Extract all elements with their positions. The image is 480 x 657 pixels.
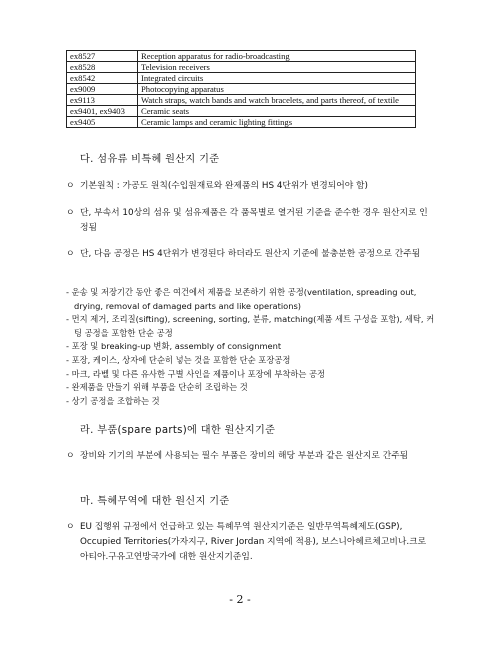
list-item: - 상기 공정을 조합하는 것 (66, 395, 160, 406)
hs-code-cell: ex9009 (67, 84, 138, 95)
description-cell: Integrated circuits (138, 73, 416, 84)
list-item: - 마크, 라벨 및 다른 유사한 구별 사인을 제품이나 포장에 부착하는 공정 (66, 368, 326, 379)
section-c-paragraph-1 (66, 179, 434, 194)
bullet-mark: ㅇ (66, 181, 75, 191)
list-item: - 포장, 케이스, 상자에 단순히 넣는 것을 포함한 단순 포장공정 (66, 354, 291, 365)
paragraph-text: 기본원칙 : 가공도 원칙(수입원재료와 완제품의 HS 4단위가 변경되어야 함) (80, 181, 368, 191)
bullet-mark: ㅇ (66, 208, 75, 218)
list-item: - 운송 및 저장기간 동안 좋은 여건에서 제품을 보존하기 위한 공정(ventilation, spreading out, drying, removal of damaged parts and like operations) (66, 287, 417, 311)
table-row (67, 73, 416, 84)
section-e-heading: 마. 특혜무역에 대한 원신지 기준 (80, 496, 230, 507)
description-cell: Reception apparatus for radio-broadcasting (138, 51, 416, 62)
hs-code-cell: ex8542 (67, 73, 138, 84)
list-item: - 포장 및 breaking-up 변화, assembly of consignment (66, 341, 282, 352)
table-row (67, 62, 416, 73)
paragraph-text: 장비와 기기의 부분에 사용되는 필수 부품은 장비의 해당 부분과 같은 원산지로 간주됨 (80, 451, 409, 461)
hs-code-table (66, 50, 416, 128)
bullet-mark: ㅇ (66, 522, 75, 532)
list-item: - 완제품을 만들기 위해 부품을 단순히 조립하는 것 (66, 382, 248, 393)
section-c-paragraph-3 (66, 247, 434, 262)
description-cell: Watch straps, watch bands and watch bracelets, and parts thereof, of textile (138, 95, 416, 106)
table-row (67, 95, 416, 106)
table-row (67, 84, 416, 95)
section-c-heading: 다. 섬유류 비특혜 원산지 기준 (80, 154, 220, 165)
description-cell: Television receivers (138, 62, 416, 73)
section-d-paragraph-1 (66, 449, 434, 464)
description-cell: Ceramic seats (138, 106, 416, 117)
list-item: - 먼지 제거, 조리질(sifting), screening, sorting, 분류, matching(제품 세트 구성을 포함), 세탁, 커팅 공정을 포함한 단순 공정 (66, 314, 435, 338)
paragraph-text: 단, 부속서 10상의 섬유 및 섬유제품은 각 품목별로 열거된 기준을 준수한 경우 원산지로 인정됨 (80, 208, 428, 233)
description-cell: Ceramic lamps and ceramic lighting fittings (138, 117, 416, 128)
hs-code-cell: ex9401, ex9403 (67, 106, 138, 117)
section-d-heading: 라. 부품(spare parts)에 대한 원산지기준 (80, 425, 276, 436)
table-row (67, 106, 416, 117)
table-row (67, 117, 416, 128)
description-cell: Photocopying apparatus (138, 84, 416, 95)
section-e-paragraph-1 (66, 520, 434, 565)
section-c-paragraph-2 (66, 206, 434, 236)
table-row (67, 51, 416, 62)
hs-code-cell: ex9113 (67, 95, 138, 106)
paragraph-text: EU 집행위 규정에서 언급하고 있는 특혜무역 원산지기준은 일반무역특혜제도(GSP), Occupied Territories(가자지구, River Jordan 지역에 적용), 보스니아헤르체고비나.크로아티아.구유고연방국가에 대한 원산지기준임. (80, 522, 427, 562)
hs-code-cell: ex8527 (67, 51, 138, 62)
bullet-mark: ㅇ (66, 451, 75, 461)
page-number: - 2 - (229, 593, 251, 606)
non-qualifying-operations-list (66, 286, 436, 408)
hs-code-cell: ex9405 (67, 117, 138, 128)
paragraph-text: 단, 다음 공정은 HS 4단위가 변경된다 하더라도 원산지 기준에 불충분한 공정으로 간주됨 (80, 249, 421, 259)
bullet-mark: ㅇ (66, 249, 75, 259)
hs-code-cell: ex8528 (67, 62, 138, 73)
